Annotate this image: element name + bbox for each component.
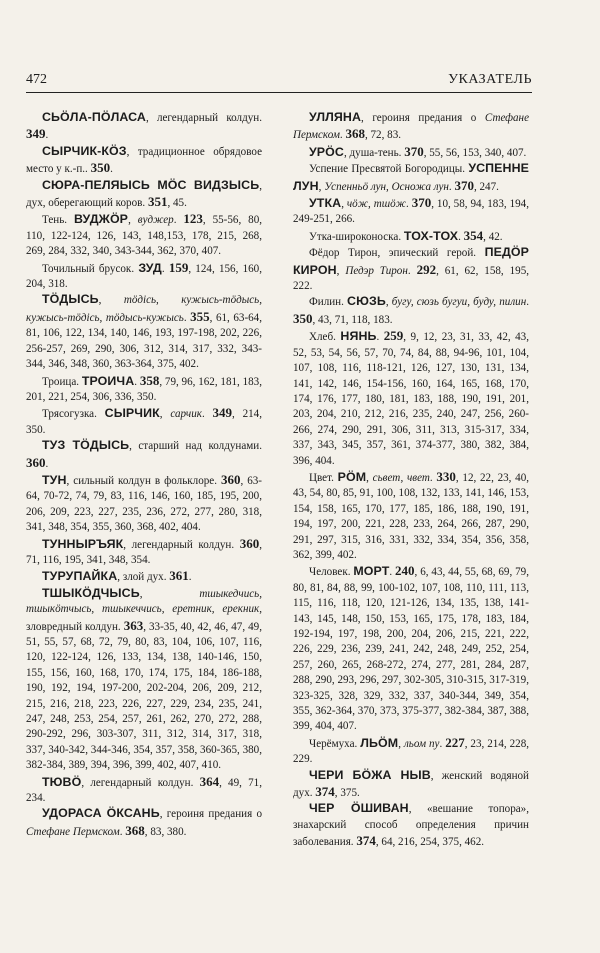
entry-definition-tail: . <box>339 129 346 142</box>
index-entry <box>293 195 529 228</box>
entry-main-page: 349 <box>212 405 233 421</box>
entry-headword: РÖМ <box>337 469 367 484</box>
entry-main-page: 354 <box>463 227 484 243</box>
entry-page-references: , 42. <box>483 230 503 243</box>
entry-main-page: 227 <box>445 734 465 750</box>
index-entry <box>293 294 529 328</box>
entry-main-page: 363 <box>123 617 144 633</box>
entry-page-references: , 9, 12, 23, 31, 33, 42, 43, 52, 53, 54, 56, 57, 70, 74, 84, 88, 94-96, 101, 104, 107, 108, 116, 118-121, 126, 127, 130, 131, 134, 141, 142, 146, 154-156, 160, 164, 165, 168, 170, 174, 176, 177, 180, 181, 183, 188, 190, 191, 201, 203, 204, 210, 212, 216, 235, 240, 247, 256, 260-266, 274, 290, 291, 306, 311, 313, 315-317, 334, 337, 343, 345, 357, 361, 374-377, 380, 382, 384, 396, 404. <box>293 331 529 467</box>
entry-definition: , легендарный колдун. <box>81 776 200 789</box>
entry-page-references: , 12, 22, 23, 40, 43, 54, 80, 85, 91, 100, 108, 132, 133, 141, 146, 153, 154, 158, 165, 170, 177, 185, 186, 188, 190, 191, 194, 197, 200, 221, 228, 233, 264, 266, 287, 290, 291, 297, 315, 316, 331, 332, 334, 354, 356, 358, 362, 399, 402. <box>293 471 530 561</box>
entry-main-page: 368 <box>125 822 145 838</box>
entry-main-page: 159 <box>168 259 189 275</box>
entry-gloss: Точильный брусок. <box>42 262 139 275</box>
entry-main-page: 292 <box>416 261 437 277</box>
entry-main-page: 360 <box>26 454 46 470</box>
entry-page-references: , 45. <box>167 197 187 210</box>
entry-main-page: 370 <box>411 195 432 211</box>
entry-main-page: 123 <box>183 211 203 227</box>
entry-headword: ЗУД <box>138 260 162 275</box>
entry-definition: , героиня предания о <box>361 112 485 124</box>
entry-headword: СЮЗЬ <box>347 294 386 309</box>
entry-page-references: , 6, 43, 44, 55, 68, 69, 79, 80, 81, 84, 88, 99, 100-102, 107, 108, 110, 111, 113, 115, 116, 118, 120, 121-126, 134, 135, 138, 141-143, 145, 148, 150, 153, 165, 175, 178, 183, 184, 192-194, 197, 198, 200, 204, 206, 215, 221, 222, 226, 229, 236, 239, 241, 242, 248, 249, 252, 254, 257, 260, 265, 268-272, 274, 277, 281, 284, 287, 288, 290, 293, 296, 297, 302-305, 310-315, 317-319, 323-325, 328, 329, 332, 337, 340-344, 349, 354, 355, 362-364, 370, 373, 375-377, 382-384, 387, 388, 399, 404, 407. <box>293 566 529 733</box>
entry-main-page: 370 <box>454 177 474 193</box>
entry-headword: ЛЬÖМ <box>360 735 399 750</box>
entry-variant-forms: Успенньö лун, Осножа лун <box>324 180 449 193</box>
entry-gloss: Утка-широконоска. <box>309 230 404 243</box>
entry-main-page: 350 <box>293 310 313 326</box>
entry-gloss: Трясогузка. <box>42 408 105 421</box>
entry-main-page: 368 <box>345 126 365 142</box>
entry-definition: . <box>376 331 384 344</box>
entry-main-page: 358 <box>139 372 160 388</box>
index-entry <box>26 536 262 569</box>
entry-headword: ТЮВÖ <box>42 774 82 789</box>
entry-definition-tail: . <box>201 408 213 421</box>
entry-definition: , героиня предания о <box>159 808 262 821</box>
entry-headword: ТУРУПАЙКА <box>42 569 118 584</box>
entry-headword: ЧЕР ÖШИВАН <box>309 801 409 816</box>
entry-page-references: , 49, 71, 234. <box>26 776 262 805</box>
entry-gloss: Черёмуха. <box>309 737 361 750</box>
entry-definition-tail: . <box>526 296 529 309</box>
entry-main-page: 351 <box>147 194 168 210</box>
entry-headword: УДОРАСА ÖКСАНЬ <box>42 806 160 821</box>
index-entry <box>26 806 262 840</box>
entry-page-references: , 55-56, 80, 110, 122-124, 126, 143, 148,153, 178, 215, 268, 269, 284, 332, 340, 343-344, 362, 370, 407. <box>26 214 263 258</box>
entry-page-references: , 247. <box>473 180 499 193</box>
entry-definition: , <box>128 214 138 227</box>
index-entry <box>26 144 262 178</box>
entry-headword: ТОХ-ТОХ <box>403 228 459 243</box>
entry-definition-tail: . <box>429 471 437 484</box>
running-title: УКАЗАТЕЛЬ <box>448 72 532 87</box>
entry-main-page: 350 <box>90 160 111 176</box>
entry-main-page: 349 <box>26 126 46 142</box>
entry-gloss: Тень. <box>42 214 74 227</box>
entry-definition: . <box>458 230 464 243</box>
entry-definition: , злой дух. <box>117 571 170 584</box>
entry-gloss: Хлеб. <box>309 331 341 344</box>
entry-gloss: Человек. <box>309 566 354 579</box>
right-column <box>293 110 529 851</box>
entry-headword: СЫРЧИК-КÖЗ <box>42 143 127 158</box>
entry-page-references: . <box>45 457 49 470</box>
entry-definition: , сильный колдун в фольклоре. <box>66 474 221 487</box>
entry-headword: ТУННЫРЪЯК <box>42 536 124 551</box>
index-entry <box>26 568 262 585</box>
entry-gloss: Филин. <box>309 296 348 309</box>
entry-definition-tail: . <box>448 180 455 193</box>
entry-page-references: , 214, 350. <box>26 408 262 436</box>
entry-headword: ПЕДÖР КИРОН <box>293 245 529 277</box>
entry-definition-tail: . <box>183 311 191 324</box>
entry-definition: , душа-тень. <box>343 146 405 159</box>
index-entry <box>26 178 262 212</box>
entry-page-references: , 83, 380. <box>144 825 187 838</box>
index-entry <box>26 774 262 807</box>
entry-variant-forms: льом пу <box>403 737 440 750</box>
entry-definition: , легендарный колдун. <box>145 112 262 124</box>
entry-variant-forms: Педэр Тирон <box>345 264 408 277</box>
entry-definition-tail: . <box>439 737 446 750</box>
entry-headword: МОРТ <box>353 564 390 579</box>
entry-main-page: 240 <box>395 563 415 579</box>
entry-definition: , <box>366 471 373 484</box>
entry-main-page: 330 <box>436 468 456 484</box>
left-column <box>26 110 262 840</box>
entry-main-page: 374 <box>315 784 335 800</box>
entry-definition: , <box>336 264 346 277</box>
entry-variant-forms: бугу, сюзь бугуи, буду, пилин <box>391 296 527 309</box>
entry-page-references: , 124, 156, 160, 204, 318. <box>26 262 262 291</box>
entry-headword: ТÖДЫСЬ <box>42 292 99 307</box>
index-entry <box>26 292 262 372</box>
entry-headword: ЧЕРИ БÖЖА НЫВ <box>309 767 431 782</box>
entry-page-references: . <box>110 163 113 176</box>
index-entry <box>26 110 262 144</box>
entry-page-references: , 43, 71, 118, 183. <box>312 313 393 326</box>
entry-page-references: , 55, 56, 153, 340, 407. <box>423 146 527 159</box>
entry-headword: УЛЛЯНА <box>309 110 362 124</box>
entry-definition: . <box>161 262 169 275</box>
index-entry <box>293 768 529 802</box>
index-entry <box>293 144 529 161</box>
entry-main-page: 355 <box>190 308 210 324</box>
entry-page-references: , 375. <box>334 787 360 800</box>
entry-headword: ТШЫКÖДЧЫСЬ <box>42 585 140 600</box>
index-entry <box>293 161 529 195</box>
index-entry <box>293 469 529 563</box>
entry-definition: , <box>318 180 325 193</box>
entry-main-page: 364 <box>199 773 220 789</box>
entry-definition: , легендарный колдун. <box>123 538 240 551</box>
index-entry <box>293 245 529 294</box>
entry-headword: ТУЗ ТÖДЫСЬ <box>42 438 130 453</box>
index-entry <box>26 260 262 293</box>
entry-page-references: . <box>45 129 49 142</box>
entry-variant-forms: сьвет, чвет <box>372 471 430 484</box>
entry-page-references: , 64, 216, 254, 375, 462. <box>375 836 485 849</box>
index-entry <box>26 472 262 536</box>
entry-variant-forms: тöдiсь, кужысь-тöдысь, кужысь-тöдiсь, тöдысь-кужысь <box>26 294 262 324</box>
entry-definition: , женский водяной дух. <box>293 769 529 800</box>
entry-definition: , <box>98 294 124 307</box>
entry-definition-tail: . <box>173 214 184 227</box>
entry-headword: УТКА <box>309 196 342 211</box>
entry-headword: СЬÖЛА-ПÖЛАСА <box>42 110 146 124</box>
entry-variant-forms: Стефане Пермском <box>293 112 529 142</box>
entry-page-references: , 63-64, 70-72, 74, 79, 83, 116, 146, 160, 185, 195, 200, 206, 209, 223, 227, 235, 236, 272, 277, 280, 318, 341, 348, 354, 355, 360, 368, 402, 404. <box>26 474 262 534</box>
entry-headword: УРÖС <box>309 144 344 159</box>
entry-page-references: , 61, 63-64, 81, 106, 122, 134, 140, 146, 193, 197-198, 202, 226, 256-257, 269, 290, 306, 312, 314, 317, 332, 343-344, 346, 348, 360, 363-364, 375, 402. <box>26 311 262 371</box>
entry-variant-forms: сарчик <box>170 408 202 421</box>
index-entry <box>26 586 262 774</box>
entry-page-references: . <box>188 571 192 584</box>
entry-headword: УСПЕННЕ ЛУН <box>293 161 529 193</box>
entry-headword: ТРОИЧА <box>81 373 135 388</box>
entry-gloss: Троица. <box>42 375 82 388</box>
entry-definition-tail: , зловредный колдун. <box>26 603 262 633</box>
entry-variant-forms: чöж, тшöж <box>346 198 406 211</box>
entry-gloss: Успение Пресвятой Богородицы. <box>309 163 469 176</box>
entry-page-references: , 23, 214, 228, 229. <box>293 737 530 766</box>
index-entry <box>26 211 262 259</box>
entry-page-references: , 72, 83. <box>364 129 402 142</box>
entry-definition: , «вешание топора», знахарский способ определения причин заболевания. <box>293 803 529 849</box>
entry-page-references: , 79, 96, 162, 181, 183, 201, 221, 254, 306, 336, 350. <box>26 375 263 403</box>
entry-main-page: 361 <box>169 568 189 584</box>
entry-definition-tail: . <box>119 825 126 838</box>
entry-definition-tail: . <box>407 264 417 277</box>
entry-gloss: Фёдор Тирон, эпический герой. <box>309 247 485 260</box>
entry-headword: СЮРА-ПЕЛЯЫСЬ МÖС ВИДЗЫСЬ <box>42 177 260 192</box>
index-entry <box>293 110 529 144</box>
entry-main-page: 259 <box>383 328 404 344</box>
entry-main-page: 360 <box>239 535 260 551</box>
page-number: 472 <box>26 72 47 87</box>
index-entry <box>293 228 529 245</box>
entry-variant-forms: тшыкедчись, тшыкöтчысь, тшыкеччись, еретник, ерекник <box>26 587 262 616</box>
entry-headword: ВУДЖÖР <box>73 212 129 227</box>
entry-main-page: 360 <box>220 471 241 487</box>
entry-page-references: , 61, 62, 158, 195, 222. <box>293 264 530 293</box>
index-entry <box>293 563 529 734</box>
entry-definition: , <box>385 296 392 309</box>
index-entry <box>26 373 262 406</box>
entry-headword: ТУН <box>42 472 67 487</box>
entry-definition: . <box>389 566 396 579</box>
entry-page-references: , 10, 58, 94, 183, 194, 249-251, 266. <box>293 198 530 226</box>
index-entry <box>26 405 262 438</box>
entry-definition: , <box>398 737 404 750</box>
entry-definition: , дух, оберегающий коров. <box>26 179 262 210</box>
entry-variant-forms: Стефане Пермском <box>26 825 120 838</box>
entry-variant-forms: вуджер <box>137 214 174 227</box>
entry-main-page: 370 <box>404 143 424 159</box>
entry-definition-tail: . <box>406 198 412 211</box>
index-entry <box>293 801 529 850</box>
index-entry <box>293 328 529 469</box>
entry-page-references: , 33-35, 40, 42, 46, 47, 49, 51, 55, 57, 68, 72, 79, 80, 83, 104, 106, 107, 116, 120, 122-124, 126, 133, 134, 138, 140-146, 150, 155, 156, 160, 168, 170, 174, 175, 184, 186-188, 190, 192, 194, 197-200, 202-204, 206, 209, 212, 215, 216, 218, 223, 226, 227, 229, 234, 235, 241, 247, 248, 253, 254, 257, 261, 262, 270, 272, 288, 290-292, 296, 303-307, 311, 312, 314, 317, 318, 337, 340-342, 344-346, 354, 357, 358, 360-365, 380, 382-384, 389, 394, 396, 399, 402, 407, 410. <box>26 620 262 772</box>
entry-gloss: Цвет. <box>309 471 338 484</box>
entry-definition: , <box>139 587 200 600</box>
index-entry <box>26 438 262 472</box>
entry-definition: . <box>134 375 140 388</box>
entry-headword: СЫРЧИК <box>104 406 160 421</box>
running-header <box>26 70 532 93</box>
index-entry <box>293 735 529 768</box>
entry-headword: НЯНЬ <box>340 329 377 344</box>
entry-definition: , <box>341 198 347 211</box>
entry-definition: , традиционное обрядовое место у к.-п.. <box>26 145 262 176</box>
entry-main-page: 374 <box>356 833 376 849</box>
entry-page-references: , 71, 116, 195, 341, 348, 354. <box>26 538 262 566</box>
entry-definition: , старший над колдунами. <box>129 440 262 453</box>
entry-definition: , <box>159 408 171 421</box>
